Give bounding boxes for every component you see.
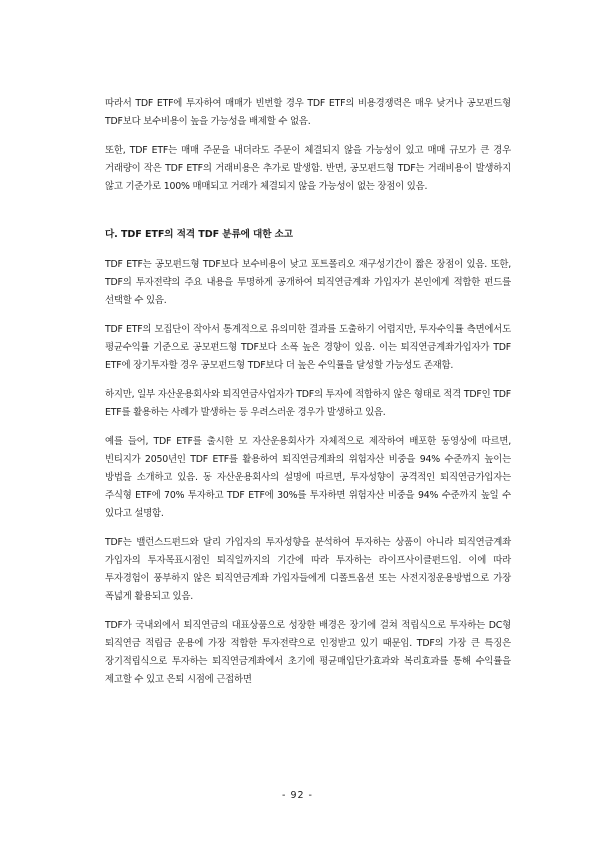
- paragraph-misuse-concern: 하지만, 일부 자산운용회사와 퇴직연금사업자가 TDF의 투자에 적합하지 않은 형태로 적격 TDF인 TDF ETF를 활용하는 사례가 발생하는 등 우려스러운 경우가 발생하고 있음.: [105, 389, 511, 418]
- page-number: - 92 -: [282, 790, 313, 801]
- document-body: [105, 95, 511, 689]
- paragraph-etf-advantages: TDF ETF는 공모펀드형 TDF보다 보수비용이 낮고 포트폴리오 재구성기간이 짧은 장점이 있음. 또한, TDF의 투자전략의 주요 내용을 투명하게 공개하여 퇴직연금계좌 가입자가 본인에게 적합한 펀드를 선택할 수 있음.: [105, 259, 511, 306]
- paragraph-tdf-background: TDF가 국내외에서 퇴직연금의 대표상품으로 성장한 배경은 장기에 걸쳐 적립식으로 투자하는 DC형 퇴직연금 적립금 운용에 가장 적합한 투자전략으로 인정받고 있기 때문임. TDF의 가장 큰 특징은 장기적립식으로 투자하는 퇴직연금계좌에서 초기에 평균매입단가효과와 복리효과를 통해 수익률을 제고할 수 있고 은퇴 시점에 근접하면: [105, 620, 511, 685]
- paragraph-etf-returns: TDF ETF의 모집단이 작아서 통계적으로 유의미한 결과를 도출하기 어렵지만, 투자수익률 측면에서도 평균수익률 기준으로 공모펀드형 TDF보다 소폭 높은 경향이 있음. 이는 퇴직연금계좌가입자가 TDF ETF에 장기투자할 경우 공모펀드형 TDF보다 더 높은 수익률을 달성할 가능성도 존재함.: [105, 324, 511, 371]
- section-heading: 다. TDF ETF의 적격 TDF 분류에 대한 소고: [105, 229, 293, 240]
- paragraph-etf-cost-competitiveness: 따라서 TDF ETF에 투자하여 매매가 빈번할 경우 TDF ETF의 비용경쟁력은 매우 낮거나 공모펀드형 TDF보다 보수비용이 높을 가능성을 배제할 수 없음.: [105, 98, 511, 127]
- paragraph-example-video: 예를 들어, TDF ETF를 출시한 모 자산운용회사가 자체적으로 제작하여 배포한 동영상에 따르면, 빈티지가 2050년인 TDF ETF를 활용하여 퇴직연금계좌의 위험자산 비중을 94% 수준까지 높이는 방법을 소개하고 있음. 동 자산운용회사의 설명에 따르면, 투자성향이 공격적인 퇴직연금가입자는 주식형 ETF에 70% 투자하고 TDF ETF에 30%를 투자하면 위험자산 비중을 94% 수준까지 높일 수 있다고 설명함.: [105, 436, 511, 519]
- paragraph-lifecycle-fund: TDF는 밸런스드펀드와 달리 가입자의 투자성향을 분석하여 투자하는 상품이 아니라 퇴직연금계좌 가입자의 투자목표시점인 퇴직일까지의 기간에 따라 투자하는 라이프사이클펀드임. 이에 따라 투자경험이 풍부하지 않은 퇴직연금계좌 가입자들에게 디폴트옵션 또는 사전지정운용방법으로 가장 폭넓게 활용되고 있음.: [105, 537, 511, 602]
- paragraph-etf-trading-risk: 또한, TDF ETF는 매매 주문을 내더라도 주문이 체결되지 않을 가능성이 있고 매매 규모가 큰 경우 거래량이 작은 TDF ETF의 거래비용은 추가로 발생함. 반면, 공모펀드형 TDF는 거래비용이 발생하지 않고 기준가로 100% 매매되고 거래가 체결되지 않을 가능성이 없는 장점이 있음.: [105, 145, 511, 192]
